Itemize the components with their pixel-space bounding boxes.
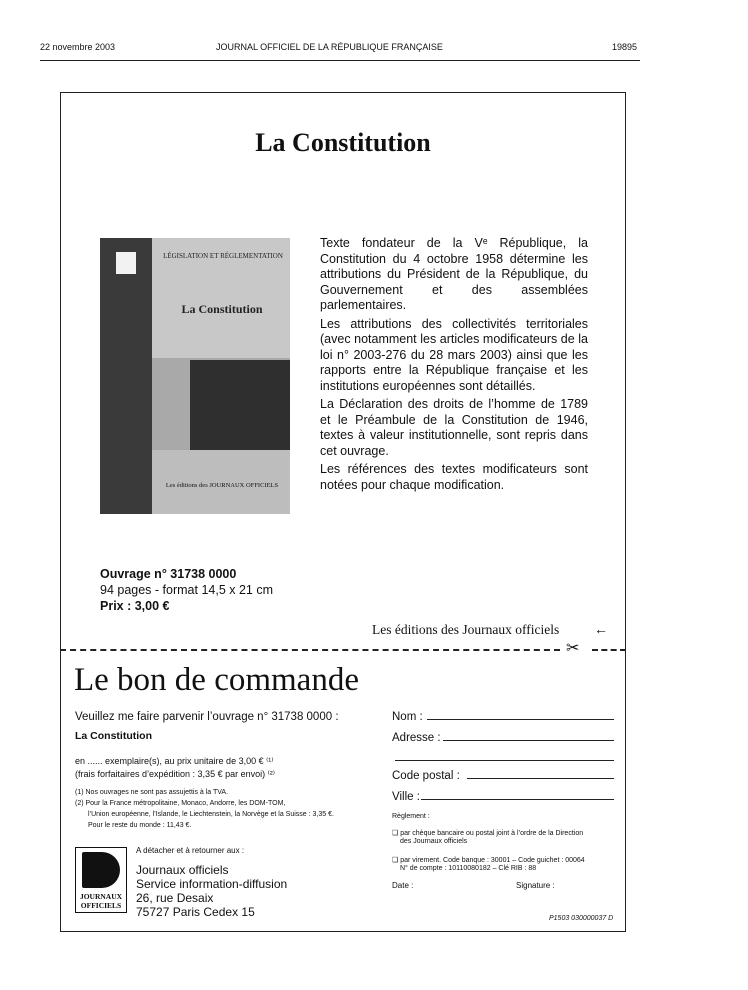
publisher-name: Les éditions des Journaux officiels [372,622,560,637]
reglement-label: Règlement : [392,813,430,820]
description-paragraph: La Déclaration des droits de l’homme de 1789 et le Préambule de la Constitution de 1946, textes à valeur institutionnelle, sont repris dans cet ouvrage. [320,397,588,458]
code-postal-label: Code postal : [392,770,460,782]
cover-title: La Constitution [181,302,263,316]
payment-transfer-details: N° de compte : 10110080182 – Clé RIB : 88 [400,865,537,872]
order-reference: P1503 030000037 D [549,915,614,922]
order-form-title: Le bon de commande [74,662,359,698]
header-rule [40,60,640,61]
nom-label: Nom : [392,711,423,723]
address-line: 75727 Paris Cedex 15 [136,905,255,919]
return-address [136,863,287,919]
order-shipping-line: (frais forfaitaires d’expédition : 3,35 € par envoi) ⁽²⁾ [75,769,276,779]
payment-cheque-option-cont: des Journaux officiels [400,838,468,845]
book-description [320,236,588,496]
header-journal: JOURNAL OFFICIEL DE LA RÉPUBLIQUE FRANÇAISE [216,42,443,52]
jo-logo-text [76,892,126,910]
book-cover-image [100,238,290,514]
footnote-2-cont: l’Union européenne, l’Islande, le Liechtenstein, la Norvège et la Suisse : 3,35 €. [88,811,334,818]
order-quantity-line: en ...... exemplaire(s), au prix unitaire de 3,00 € ⁽¹⁾ [75,756,274,766]
page-title: La Constitution [255,128,431,157]
cover-photo [190,360,290,450]
ville-label: Ville : [392,791,420,803]
cover-publisher: Les éditions des JOURNAUX OFFICIELS [165,482,279,489]
product-number: Ouvrage n° 31738 0000 [100,567,237,581]
footnote-2: (2) Pour la France métropolitaine, Monaco, Andorre, les DOM-TOM, [75,800,286,807]
ville-field[interactable] [421,799,614,800]
order-book-title: La Constitution [75,730,152,742]
product-pages: 94 pages - format 14,5 x 21 cm [100,583,274,597]
description-paragraph: Les attributions des collectivités territoriales (avec notamment les articles modificateurs de la loi n° 2003-276 du 28 mars 2003) ainsi que les rapports entre la République française et les institutions européennes sont détaillés. [320,316,588,393]
signature-label: Signature : [516,881,555,890]
footnote-2-world: Pour le reste du monde : 11,43 €. [88,822,192,829]
cover-spine [100,238,152,514]
scissors-icon: ✂ [566,640,580,657]
address-line: 26, rue Desaix [136,891,214,905]
header-page-number: 19895 [612,42,638,52]
cover-logo-icon [116,252,136,274]
nom-field[interactable] [427,719,614,720]
adresse-field-line-2[interactable] [395,760,614,761]
description-paragraph: Les références des textes modificateurs sont notées pour chaque modification. [320,462,588,492]
arrow-left-icon: ← [594,621,608,637]
journaux-officiels-logo [75,847,127,913]
cover-series: LÉGISLATION ET RÉGLEMENTATION [163,252,283,260]
description-paragraph: Texte fondateur de la Vᵉ République, la Constitution du 4 octobre 1958 détermine les attributions du Président de la République, du Gouvernement et des assemblées parlementaires. [320,236,588,312]
address-line: Service information-diffusion [136,877,288,891]
product-info [100,566,273,614]
product-price: Prix : 3,00 € [100,599,170,613]
cut-line-end [592,649,626,651]
logo-text-line: JOURNAUX [79,892,123,901]
jo-logo-icon [82,852,120,888]
adresse-field[interactable] [443,740,614,741]
date-label: Date : [392,881,414,890]
header-date: 22 novembre 2003 [40,42,116,52]
order-request: Veuillez me faire parvenir l’ouvrage n° 31738 0000 : [75,711,339,723]
footnote-1: (1) Nos ouvrages ne sont pas assujettis à la TVA. [75,789,229,796]
cut-line [60,649,560,651]
logo-text-line: OFFICIELS [80,901,122,910]
address-line: Journaux officiels [136,863,229,877]
detach-instruction: A détacher et à retourner aux : [136,846,245,855]
payment-cheque-option[interactable]: ❏ par chèque bancaire ou postal joint à l’ordre de la Direction [392,830,584,837]
code-postal-field[interactable] [467,778,614,779]
payment-transfer-option[interactable]: ❏ par virement. Code banque : 30001 – Code guichet : 00064 [392,857,585,864]
adresse-label: Adresse : [392,732,441,744]
